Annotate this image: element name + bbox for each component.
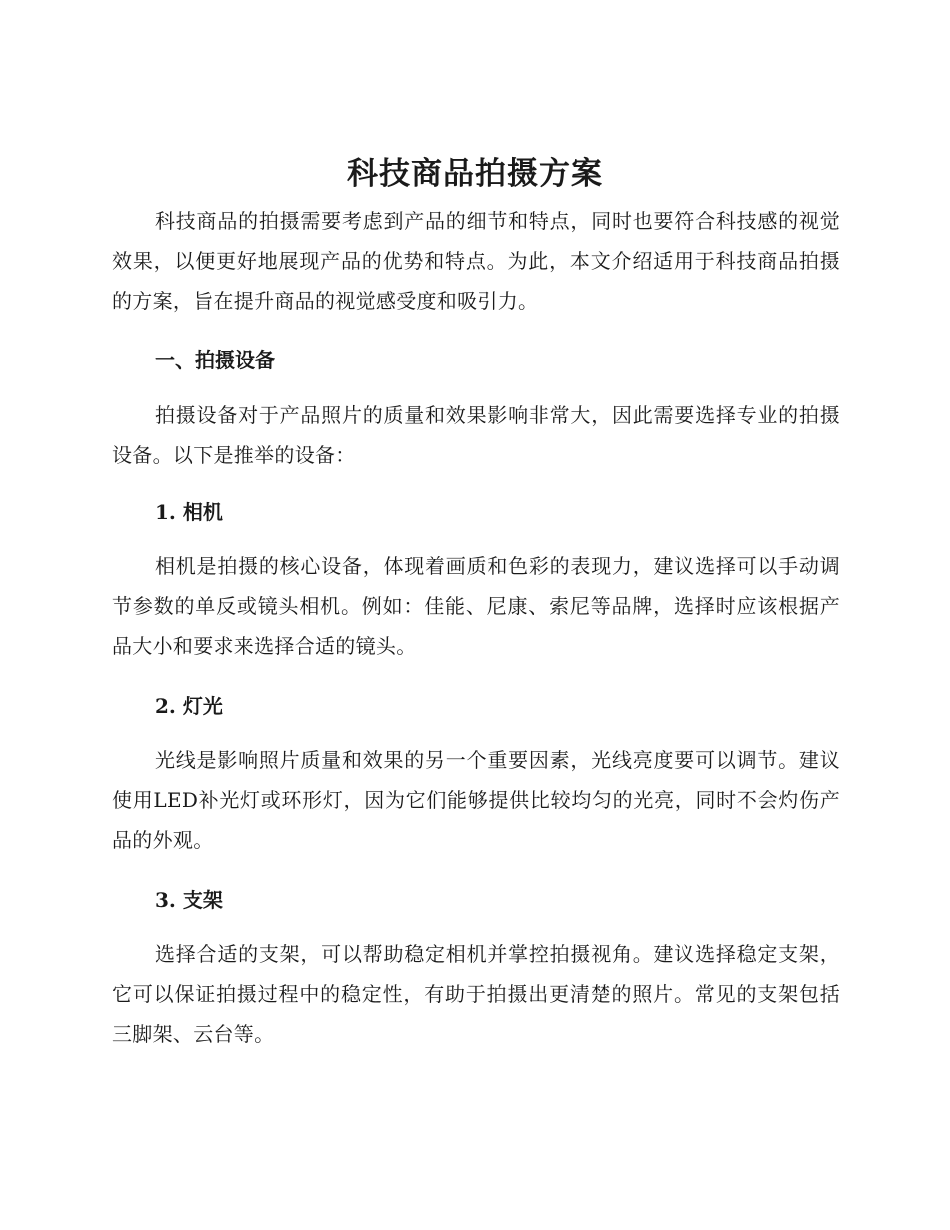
subheading-lighting: 2. 灯光 [155, 694, 223, 718]
document-title: 科技商品拍摄方案 [347, 156, 603, 192]
subheading-camera: 1. 相机 [155, 500, 223, 524]
section-heading-equipment: 一、拍摄设备 [155, 348, 275, 372]
paragraph-stand: 选择合适的支架，可以帮助稳定相机并掌控拍摄视角。建议选择稳定支架，它可以保证拍摄过程中的稳定性，有助于拍摄出更清楚的照片。常见的支架包括三脚架、云台等。 [112, 942, 840, 1046]
paragraph-camera: 相机是拍摄的核心设备，体现着画质和色彩的表现力，建议选择可以手动调节参数的单反或镜头相机。例如：佳能、尼康、索尼等品牌，选择时应该根据产品大小和要求来选择合适的镜头。 [112, 554, 840, 658]
section-paragraph-equipment: 拍摄设备对于产品照片的质量和效果影响非常大，因此需要选择专业的拍摄设备。以下是推举的设备： [112, 403, 840, 467]
intro-paragraph: 科技商品的拍摄需要考虑到产品的细节和特点，同时也要符合科技感的视觉效果，以便更好地展现产品的优势和特点。为此，本文介绍适用于科技商品拍摄的方案，旨在提升商品的视觉感受度和吸引力。 [112, 209, 840, 313]
paragraph-lighting: 光线是影响照片质量和效果的另一个重要因素，光线亮度要可以调节。建议使用LED补光灯或环形灯，因为它们能够提供比较均匀的光亮，同时不会灼伤产品的外观。 [112, 748, 840, 852]
subheading-stand: 3. 支架 [155, 888, 223, 912]
